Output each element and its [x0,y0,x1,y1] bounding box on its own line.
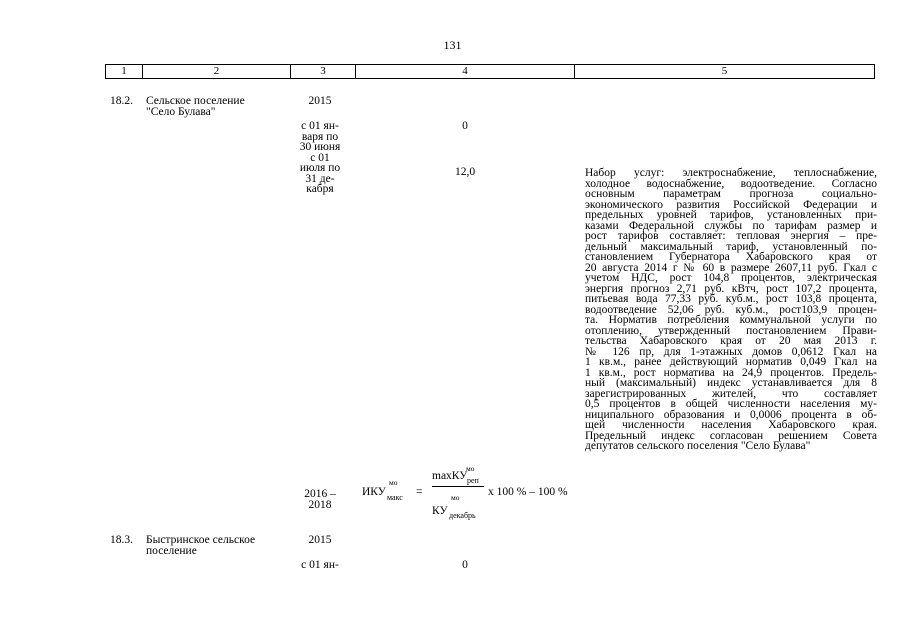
value-2: 12,0 [454,166,476,178]
row-number: 18.3. [110,534,133,546]
description-line: экономического развития Российской Федерации и [585,198,877,211]
description-line: Предельный индекс согласован решением Совета [585,429,877,442]
description-line: дельный максимальный тариф, установленный по- [585,240,877,253]
header-col-5: 5 [721,65,728,77]
description-line: основным параметрам прогноза социально- [585,188,877,200]
formula-lhs-sup: мо [389,478,398,487]
row-number: 18.2. [110,95,133,107]
fraction-line [432,486,484,487]
description-line: предельных уровней тарифов, установленных при- [585,209,877,221]
period-1: с 01 ян- [301,559,339,571]
period-line: июля по [299,162,341,174]
formula-den-sub: декабрь [449,511,476,520]
description-line: становлением Губернатора Хабаровского края от [585,251,877,263]
row-name-line: "Село Булава" [146,105,216,118]
description-line: холодное водоснабжение, водоотведение. Согласно [585,177,877,190]
row-name [146,96,245,117]
description-line: питьевая вода 77,33 руб. куб.м., рост 103,8 процента, [585,293,877,305]
description-line: отоплению, утвержденный постановлением Прави- [585,324,877,337]
header-col-1: 1 [121,65,127,77]
formula-den-sup: мо [451,493,460,502]
period-line: кабря [306,183,334,195]
description-line: 0,5 процентов в общей численности населения му- [585,398,877,410]
description-line: депутатов сельского поселения "Село Булава" [585,440,811,452]
formula-lhs-sub: макс [387,493,403,502]
description-line: водоотведение 52,06 руб. куб.м., рост103,9 процен- [585,303,877,316]
period-line: 2016 – [304,488,336,500]
period-line: 31 де- [305,172,335,185]
period-line: с 01 [310,151,330,164]
formula-num-sub: реп [467,476,479,485]
row-name [146,535,255,556]
formula-num-sup: мо [466,464,475,473]
description-line: учетом НДС, рост 104,8 процентов, электрическая [585,272,877,284]
header-col-4: 4 [462,65,468,77]
row-name-line: поселение [146,544,197,557]
period-line: с 01 ян- [301,120,339,132]
description-line: казами Федеральной службы по тарифам размер и [585,219,877,232]
description-line: 20 августа 2014 г № 60 в размере 2607,11 руб. Гкал с [585,261,877,274]
description-line: 1 кв.м., рост норматива на 24,9 процентов. Предель- [585,366,877,379]
page-number: 131 [443,38,462,52]
description-line: ниципального образования и 0,0006 процента в об- [585,408,877,421]
description-line: Набор услуг: электроснабжение, теплоснабжение, [585,167,877,179]
table-header-row [105,64,875,79]
formula-lhs: ИКУ [362,486,386,498]
description-line: 1 кв.м., ранее действующий норматив 0,049 Гкал на [585,356,877,368]
value-1: 0 [462,559,468,571]
header-col-3: 3 [320,65,326,77]
period-1 [290,121,350,195]
formula-equals: = [416,486,423,498]
description-line: энергия прогноз 2,71 руб. кВтч, рост 107,2 процента, [585,282,877,295]
formula-numerator: maxКУ [432,470,468,482]
period-2 [290,489,350,510]
description-line: № 126 пр, для 1-этажных домов 0,0612 Гкал на [585,345,877,358]
row-name-line: Сельское поселение [146,95,245,107]
description-line: рост тарифов составляет: тепловая энергия – пре- [585,230,877,242]
period-line: 2018 [308,498,332,511]
row-year: 2015 [308,95,332,107]
period-line: варя по [301,130,339,143]
description-line: зарегистрированных жителей, что составляет [585,387,877,400]
row-name-line: Быстринское сельское [146,534,256,546]
description-text [585,168,877,452]
description-line: щей численности населения Хабаровского края. [585,419,877,431]
formula-tail: x 100 % – 100 % [488,486,568,498]
description-line: ный (максимальный) индекс устанавливается для 8 [585,377,877,389]
header-col-2: 2 [213,65,220,77]
description-line: тельства Хабаровского края от 20 мая 2013 г. [585,335,877,347]
description-line: та. Норматив потребления коммунальной услуги по [585,314,877,326]
row-year: 2015 [308,534,332,546]
period-line: 30 июня [299,141,341,153]
value-1: 0 [462,120,468,132]
formula-denominator: КУ [432,505,448,517]
